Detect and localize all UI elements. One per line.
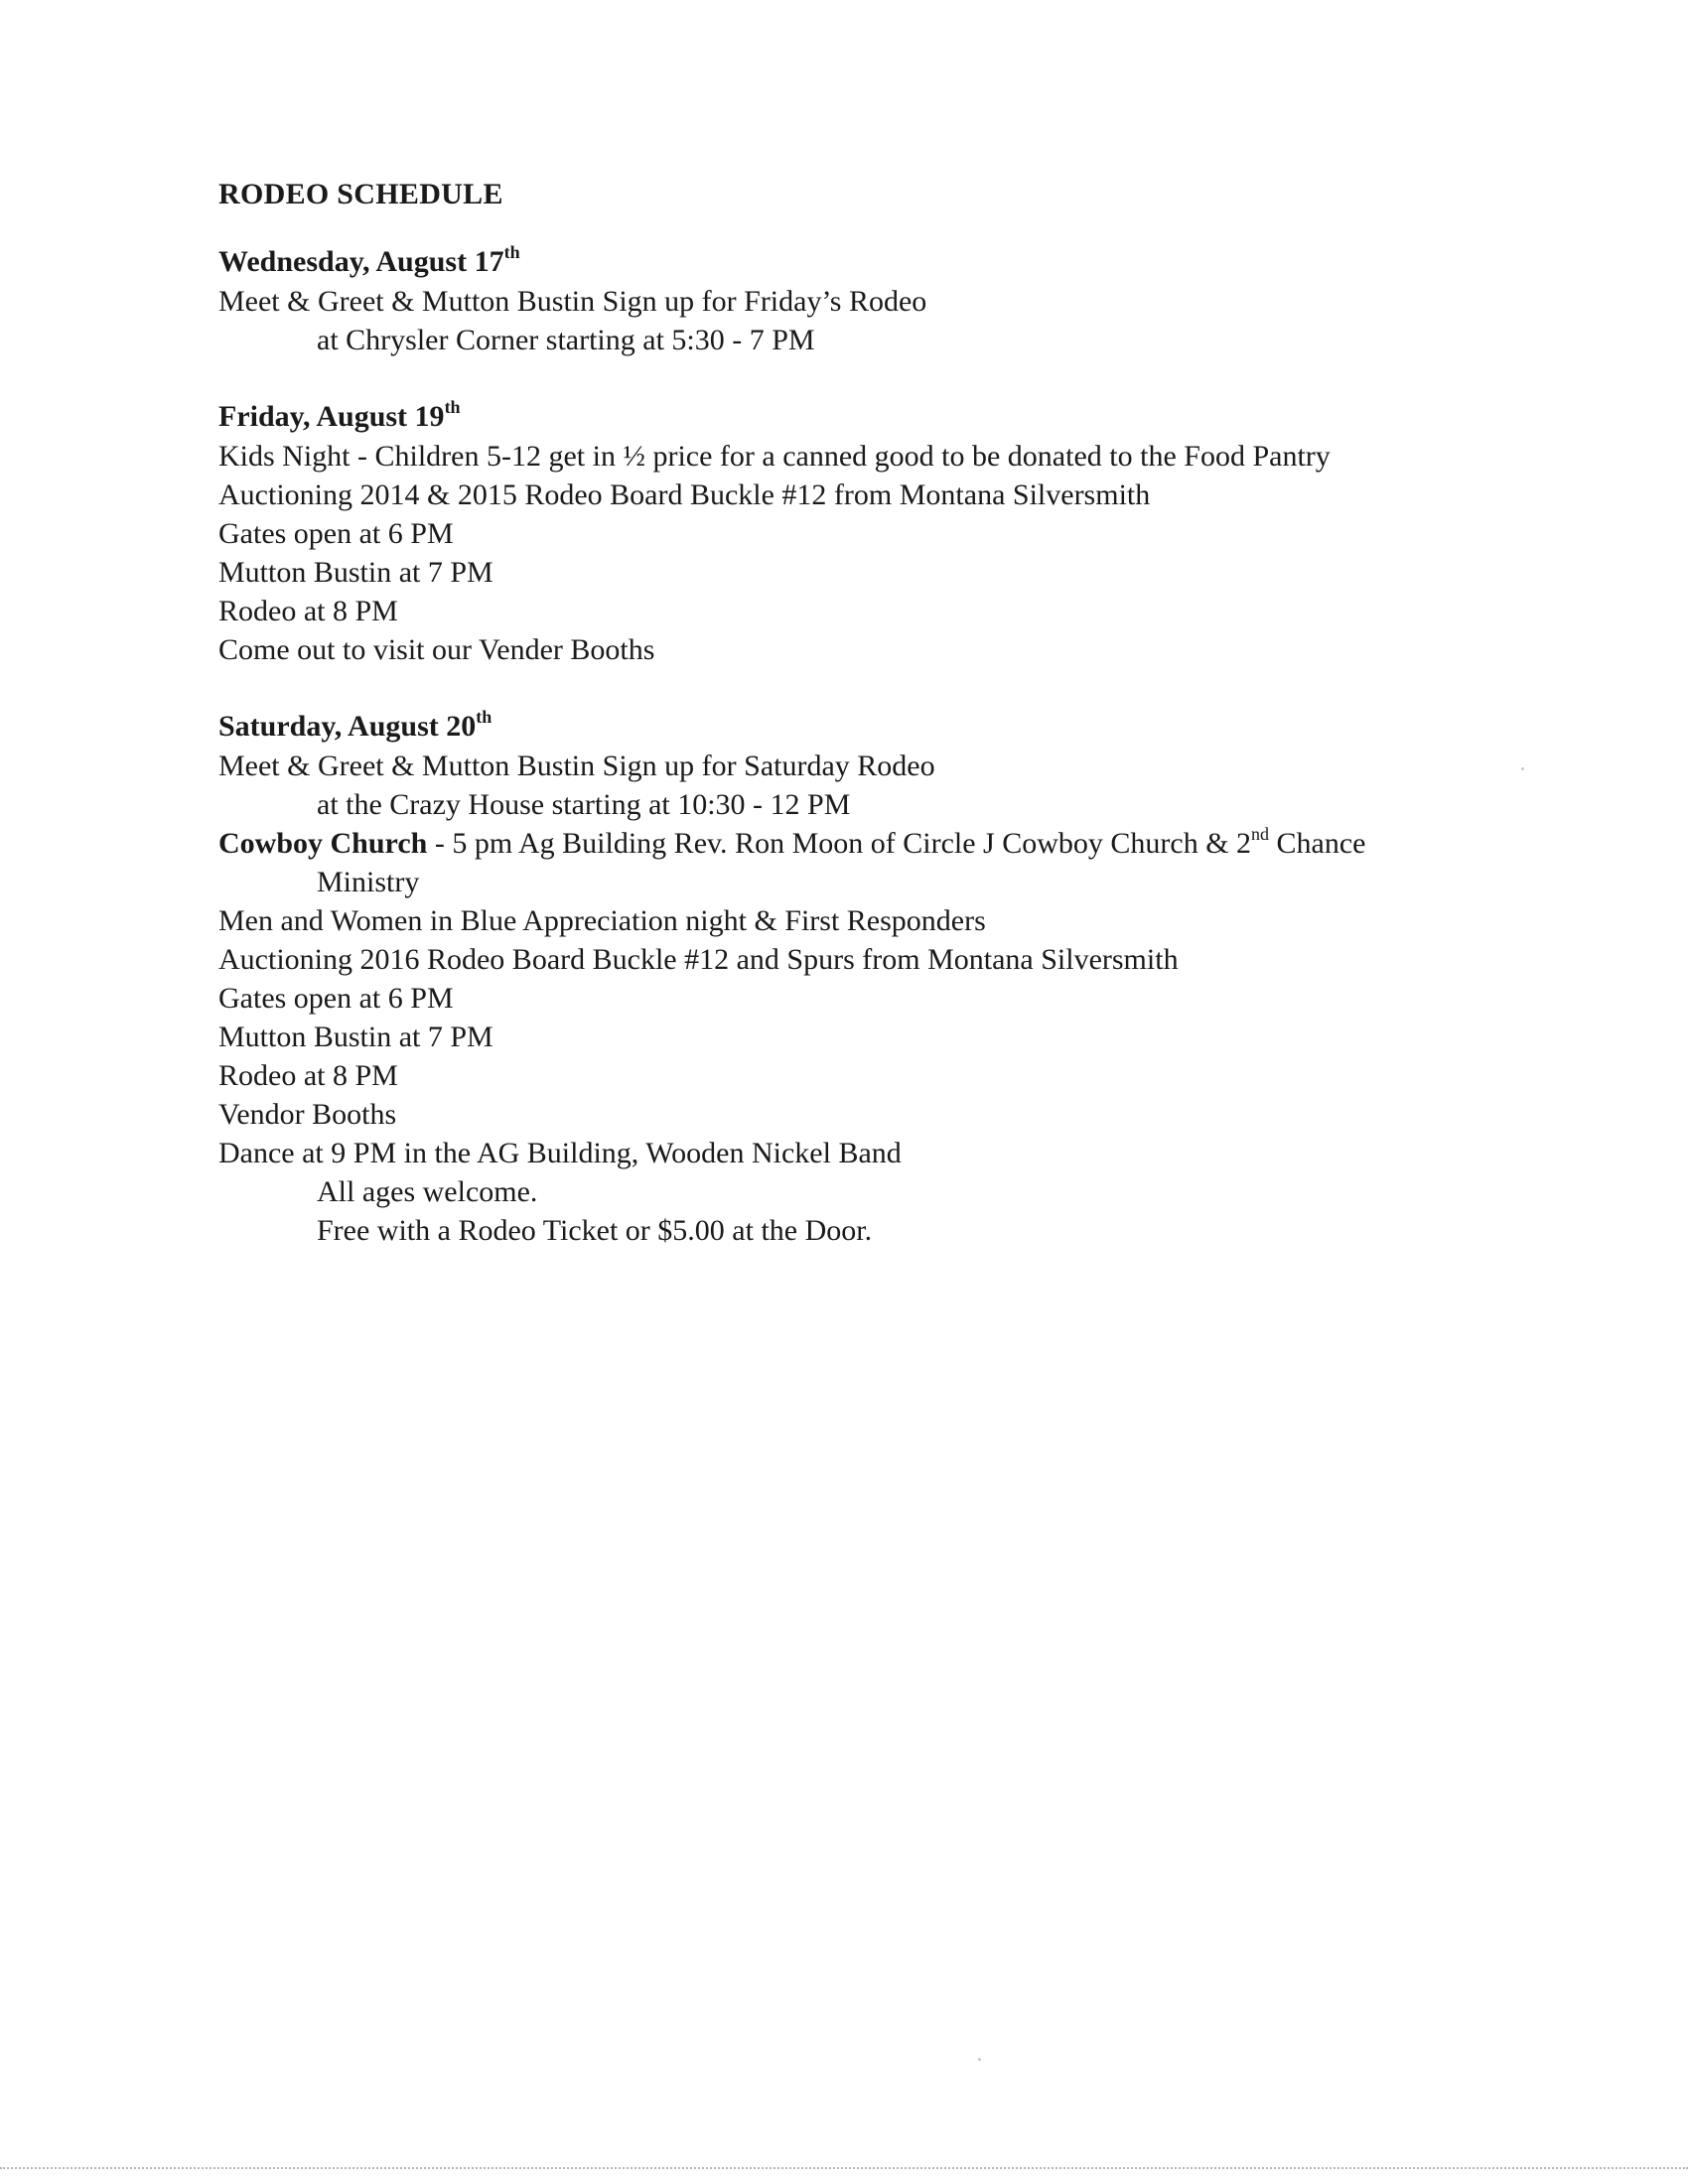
day-heading-text: Saturday, August 20 bbox=[218, 710, 477, 743]
schedule-line: Kids Night - Children 5-12 get in ½ price for a canned good to be donated to the Food Pantry bbox=[218, 440, 1331, 473]
day-heading bbox=[218, 707, 1509, 747]
cowboy-church-text-end: Chance bbox=[1269, 827, 1366, 860]
day-section-friday bbox=[218, 397, 1509, 669]
scan-edge-line bbox=[0, 2167, 1688, 2169]
schedule-line: Gates open at 6 PM bbox=[218, 982, 454, 1015]
document-title: RODEO SCHEDULE bbox=[218, 178, 503, 210]
day-heading-text: Wednesday, August 17 bbox=[218, 245, 504, 278]
ordinal-suffix: nd bbox=[1251, 824, 1270, 844]
schedule-line-indented: All ages welcome. bbox=[317, 1175, 538, 1208]
ordinal-suffix: th bbox=[476, 707, 492, 727]
cowboy-church-label: Cowboy Church bbox=[218, 827, 428, 860]
schedule-line-indented: Ministry bbox=[317, 866, 420, 898]
day-section-saturday bbox=[218, 707, 1509, 1250]
schedule-line: Men and Women in Blue Appreciation night & First Responders bbox=[218, 904, 986, 937]
schedule-line: Auctioning 2016 Rodeo Board Buckle #12 and Spurs from Montana Silversmith bbox=[218, 943, 1179, 976]
schedule-line: Auctioning 2014 & 2015 Rodeo Board Buckle #12 from Montana Silversmith bbox=[218, 478, 1151, 511]
schedule-line-indented: at the Crazy House starting at 10:30 - 12 PM bbox=[317, 788, 851, 821]
schedule-line: Dance at 9 PM in the AG Building, Wooden Nickel Band bbox=[218, 1137, 902, 1169]
schedule-line: Meet & Greet & Mutton Bustin Sign up for Saturday Rodeo bbox=[218, 750, 935, 782]
schedule-line-cowboy-church bbox=[218, 824, 1509, 863]
scan-speck bbox=[978, 2058, 981, 2061]
schedule-line: Come out to visit our Vender Booths bbox=[218, 633, 655, 666]
schedule-line-indented: at Chrysler Corner starting at 5:30 - 7 PM bbox=[317, 324, 815, 356]
schedule-line: Mutton Bustin at 7 PM bbox=[218, 556, 493, 589]
schedule-line-indented: Free with a Rodeo Ticket or $5.00 at the Door. bbox=[317, 1214, 873, 1247]
scan-speck bbox=[1521, 767, 1524, 770]
ordinal-suffix: th bbox=[503, 242, 520, 262]
day-heading-text: Friday, August 19 bbox=[218, 400, 445, 433]
schedule-line: Vendor Booths bbox=[218, 1098, 397, 1131]
cowboy-church-text: - 5 pm Ag Building Rev. Ron Moon of Circle J Cowboy Church & 2 bbox=[427, 827, 1252, 860]
day-heading bbox=[218, 397, 1509, 437]
ordinal-suffix: th bbox=[444, 397, 461, 417]
day-heading bbox=[218, 242, 1509, 282]
schedule-line: Rodeo at 8 PM bbox=[218, 595, 398, 627]
schedule-line: Mutton Bustin at 7 PM bbox=[218, 1021, 493, 1053]
schedule-line: Rodeo at 8 PM bbox=[218, 1059, 398, 1092]
schedule-line: Meet & Greet & Mutton Bustin Sign up for Friday’s Rodeo bbox=[218, 285, 927, 318]
document-page bbox=[218, 175, 1509, 1288]
day-section-wednesday bbox=[218, 242, 1509, 359]
schedule-line: Gates open at 6 PM bbox=[218, 517, 454, 550]
